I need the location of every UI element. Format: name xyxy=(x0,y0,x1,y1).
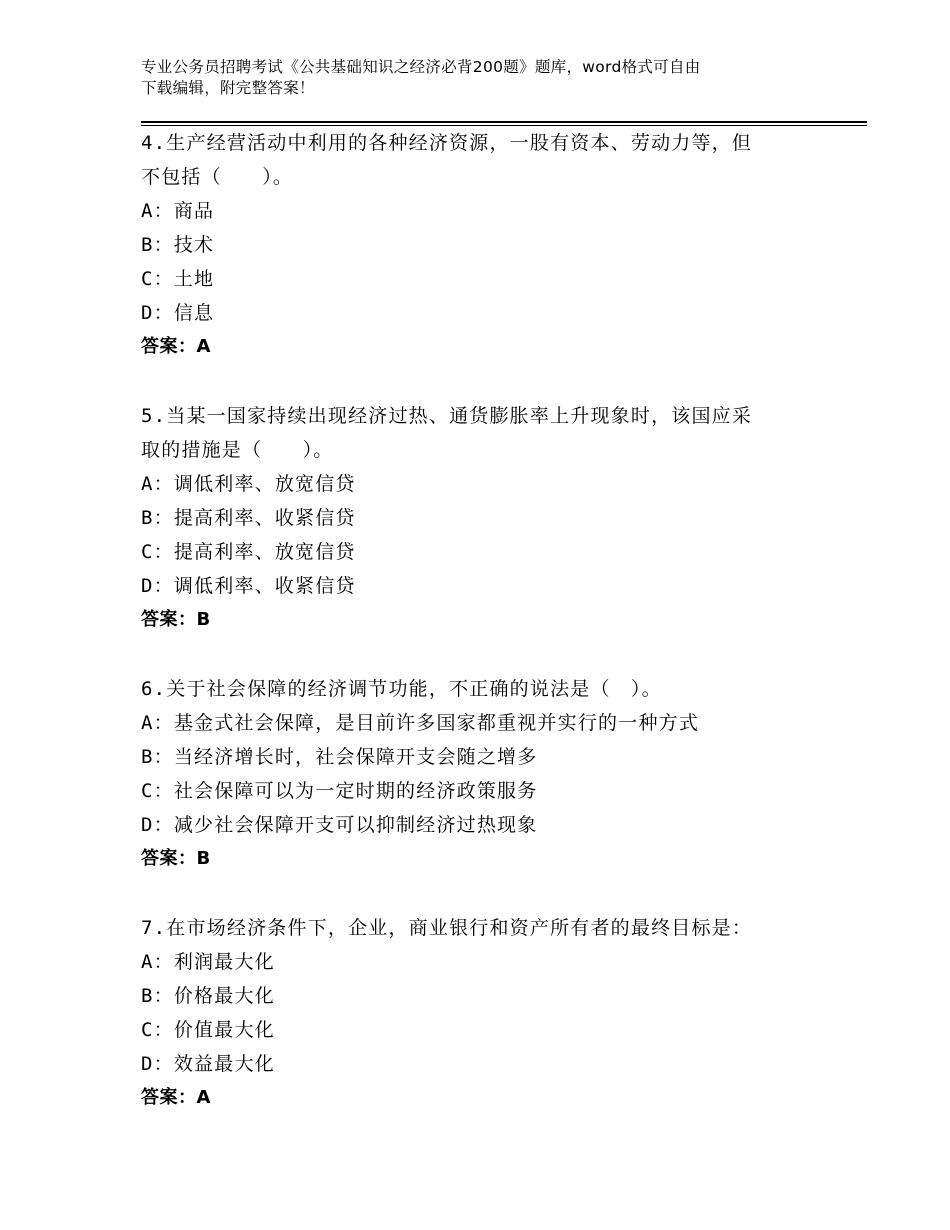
question-4 xyxy=(141,126,821,364)
option-a: A：调低利率、放宽信贷 xyxy=(141,473,356,495)
answer-label: 答案：A xyxy=(141,1087,211,1108)
document-header xyxy=(141,57,811,99)
question-7 xyxy=(141,911,821,1115)
answer-label: 答案：A xyxy=(141,336,211,357)
question-stem-line: 不包括（ ）。 xyxy=(141,166,294,188)
option-a: A：商品 xyxy=(141,200,215,222)
answer-label: 答案：B xyxy=(141,609,211,630)
question-stem-line: 取的措施是（ ）。 xyxy=(141,439,334,461)
option-a: A：基金式社会保障，是目前许多国家都重视并实行的一种方式 xyxy=(141,712,700,734)
header-divider-thick xyxy=(141,121,867,123)
question-stem-line: 7.在市场经济条件下，企业，商业银行和资产所有者的最终目标是： xyxy=(141,917,753,939)
option-d: D：减少社会保障开支可以抑制经济过热现象 xyxy=(141,814,538,836)
question-stem-line: 6.关于社会保障的经济调节功能，不正确的说法是（ ）。 xyxy=(141,678,662,700)
option-b: B：价格最大化 xyxy=(141,985,275,1007)
option-d: D：调低利率、收紧信贷 xyxy=(141,575,356,597)
question-stem-line: 5.当某一国家持续出现经济过热、通货膨胀率上升现象时，该国应采 xyxy=(141,405,753,427)
option-d: D：效益最大化 xyxy=(141,1053,275,1075)
question-stem-line: 4.生产经营活动中利用的各种经济资源，一股有资本、劳动力等，但 xyxy=(141,132,753,154)
header-line-1: 专业公务员招聘考试《公共基础知识之经济必背200题》题库，word格式可自由 xyxy=(141,58,701,76)
option-b: B：技术 xyxy=(141,234,215,256)
option-d: D：信息 xyxy=(141,302,215,324)
option-c: C：社会保障可以为一定时期的经济政策服务 xyxy=(141,780,538,802)
option-c: C：价值最大化 xyxy=(141,1019,275,1041)
header-line-2: 下载编辑，附完整答案！ xyxy=(141,79,315,97)
answer-label: 答案：B xyxy=(141,848,211,869)
question-5 xyxy=(141,399,821,637)
option-b: B：当经济增长时，社会保障开支会随之增多 xyxy=(141,746,538,768)
option-b: B：提高利率、收紧信贷 xyxy=(141,507,356,529)
option-c: C：土地 xyxy=(141,268,215,290)
option-a: A：利润最大化 xyxy=(141,951,275,973)
question-6 xyxy=(141,672,821,876)
option-c: C：提高利率、放宽信贷 xyxy=(141,541,356,563)
